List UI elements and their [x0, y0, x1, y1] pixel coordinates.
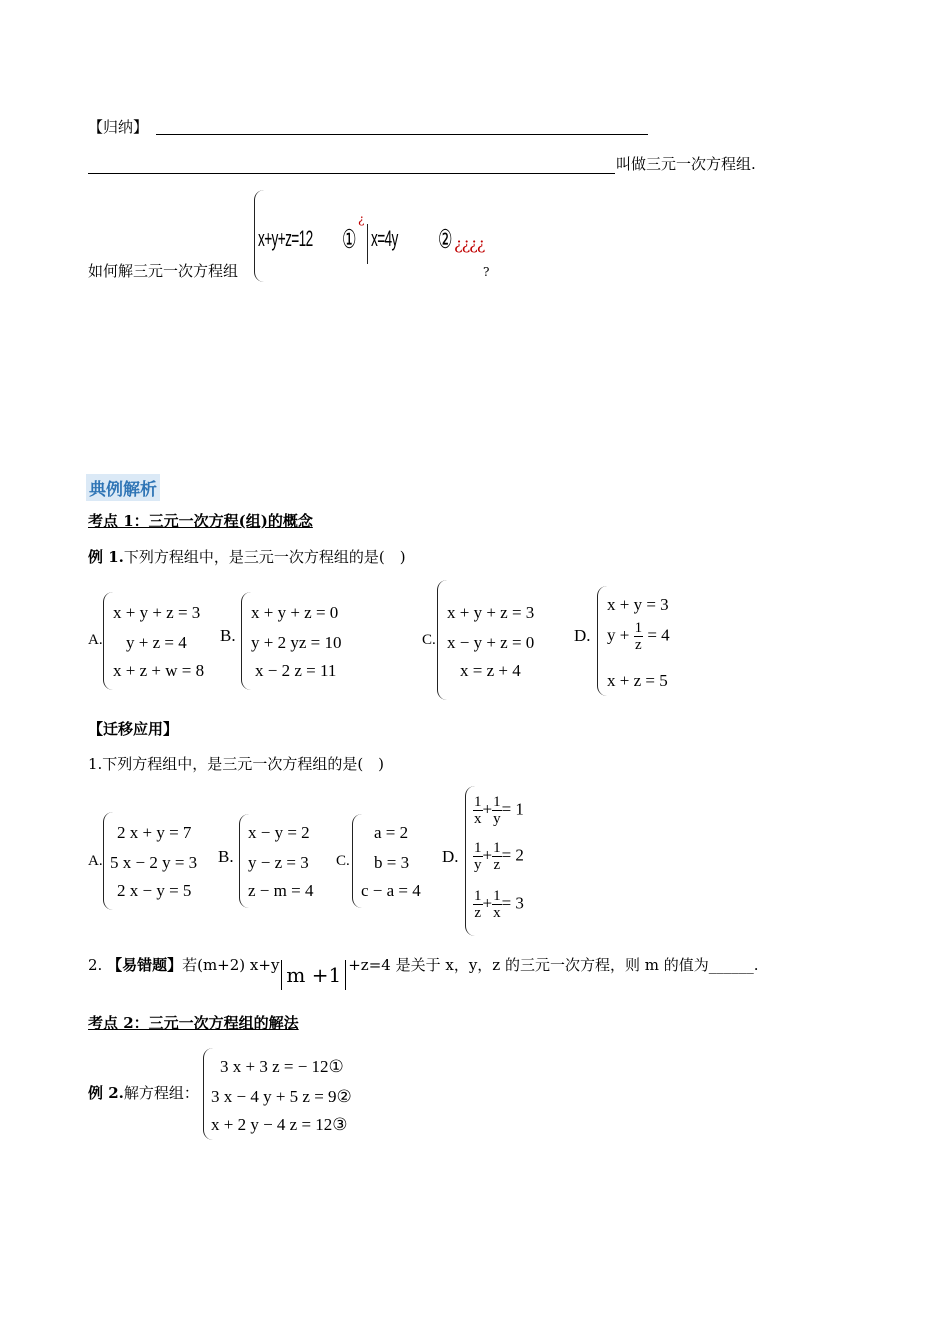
question-eq2: x=4y — [371, 226, 398, 251]
ex1-d-fraction-den: z — [635, 637, 642, 653]
q2-post: +z=4 是关于 x，y，z 的三元一次方程，则 m 的值为______. — [348, 956, 759, 974]
example2-text: 解方程组： — [123, 1084, 199, 1102]
question-prefix: 如何解三元一次方程组 — [88, 262, 239, 280]
t1-option-b-label: B. — [218, 847, 234, 866]
ex1-c-line-1: x + y + z = 3 — [447, 603, 535, 622]
t1-a-line-1: 2 x + y = 7 — [117, 823, 192, 842]
ex1-c-line-2: x − y + z = 0 — [447, 633, 535, 652]
example1-label: 例 1. — [88, 548, 124, 566]
question-eq2-mark: ② — [438, 224, 452, 254]
t1-d-r2-n1: 1 — [474, 840, 482, 856]
summary-label: 【归纳】 — [88, 118, 149, 136]
ex1-b-line-2: y + 2 yz = 10 — [251, 633, 342, 652]
t1-d-r2-d2: z — [493, 857, 501, 873]
question-eq1: x+y+z=12 — [258, 226, 313, 251]
ex2-line-3: x + 2 y − 4 z = 12③ — [211, 1115, 348, 1134]
transfer-q2 — [88, 955, 759, 990]
t1-b-line-3: z − m = 4 — [248, 881, 314, 900]
ex1-d-line-1: x + y = 3 — [607, 595, 669, 614]
question-garbled-run: ¿¿¿¿ — [454, 234, 485, 253]
t1-d-row-3 — [473, 888, 524, 921]
ex2-line-1: 3 x + 3 z = − 12① — [220, 1057, 344, 1076]
t1-d-r2-plus: + — [482, 845, 493, 865]
question-suffix: ? — [483, 265, 490, 279]
t1-d-r1-n2: 1 — [493, 794, 501, 810]
t1-a-line-3: 2 x − y = 5 — [117, 881, 192, 900]
ex1-option-d-label: D. — [574, 626, 591, 645]
ex1-b-line-3: x − 2 z = 11 — [255, 661, 337, 680]
ex2-line-2: 3 x − 4 y + 5 z = 9② — [211, 1087, 352, 1106]
t1-d-r1-rhs: = 1 — [501, 799, 524, 819]
question-eq1-mark: ① — [342, 224, 356, 254]
t1-b-line-1: x − y = 2 — [248, 823, 310, 842]
t1-d-r3-n1: 1 — [474, 888, 482, 904]
t1-d-r1-frac2 — [492, 794, 502, 827]
t1-d-r2-d1: y — [474, 857, 482, 873]
t1-c-line-3: c − a = 4 — [361, 881, 421, 900]
point1-title: 考点 1：三元一次方程(组)的概念 — [88, 512, 313, 530]
t1-d-r1-d1: x — [474, 811, 482, 827]
ex1-option-b-label: B. — [220, 626, 236, 645]
t1-d-r1-d2: y — [493, 811, 501, 827]
t1-c-line-2: b = 3 — [374, 853, 410, 872]
t1-d-r3-plus: + — [482, 893, 493, 913]
summary-blank-2 — [88, 172, 615, 174]
t1-d-r2-frac2 — [492, 840, 502, 873]
t1-a-line-2: 5 x − 2 y = 3 — [110, 853, 198, 872]
ex1-d-fraction — [634, 620, 644, 653]
t1-d-r1-frac1 — [473, 794, 483, 827]
q2-abs: m +1 — [281, 960, 346, 990]
t1-d-r2-n2: 1 — [493, 840, 501, 856]
q2-pre: 若(m+2) x+y — [182, 956, 280, 974]
transfer-q1: 1.下列方程组中，是三元一次方程组的是( ) — [88, 755, 385, 773]
t1-option-c-label: C. — [336, 853, 350, 869]
ex1-a-line-2: y + z = 4 — [126, 633, 187, 652]
t1-d-r2-frac1 — [473, 840, 483, 873]
example2 — [88, 1083, 199, 1103]
t1-d-r2-rhs: = 2 — [501, 845, 524, 865]
ex1-d-line-3: x + z = 5 — [607, 671, 668, 690]
t1-d-row-2 — [473, 840, 524, 873]
point2-title: 考点 2：三元一次方程组的解法 — [88, 1014, 299, 1032]
t1-d-r3-frac1 — [473, 888, 483, 921]
t1-c-line-1: a = 2 — [374, 823, 409, 842]
example1 — [88, 547, 406, 567]
ex1-b-line-1: x + y + z = 0 — [251, 603, 339, 622]
q2-tag: 【易错题】 — [107, 956, 183, 974]
example2-label: 例 2. — [88, 1084, 124, 1102]
summary-tail: 叫做三元一次方程组. — [616, 155, 756, 173]
ex1-d-line-2 — [607, 620, 670, 653]
t1-d-r3-d1: z — [474, 905, 482, 921]
t1-d-r3-d2: x — [493, 905, 501, 921]
t1-d-r1-n1: 1 — [474, 794, 482, 810]
question-garbled-1: ¿ — [358, 212, 365, 226]
t1-d-r3-frac2 — [492, 888, 502, 921]
t1-option-d-label: D. — [442, 847, 459, 866]
transfer-title: 【迁移应用】 — [88, 720, 179, 738]
section-title: 典例解析 — [86, 474, 160, 501]
ex1-d-fraction-num: 1 — [634, 620, 643, 636]
t1-d-r1-plus: + — [482, 799, 493, 819]
t1-d-r3-n2: 1 — [493, 888, 501, 904]
ex1-a-line-1: x + y + z = 3 — [113, 603, 201, 622]
question-divider — [367, 224, 368, 264]
summary-blank-1 — [156, 133, 648, 135]
t1-b-line-2: y − z = 3 — [248, 853, 309, 872]
t1-d-row-1 — [473, 794, 524, 827]
ex1-c-line-3: x = z + 4 — [460, 661, 521, 680]
ex1-d-line-2-post: = 4 — [647, 625, 670, 645]
ex1-option-a-label: A. — [88, 632, 103, 648]
ex1-a-line-3: x + z + w = 8 — [113, 661, 205, 680]
q2-number: 2. — [88, 956, 103, 974]
t1-option-a-label: A. — [88, 853, 103, 869]
example1-text: 下列方程组中，是三元一次方程组的是( ) — [123, 548, 406, 566]
ex1-option-c-label: C. — [422, 632, 436, 648]
ex1-d-line-2-pre: y + — [607, 625, 630, 645]
t1-d-r3-rhs: = 3 — [501, 893, 524, 913]
